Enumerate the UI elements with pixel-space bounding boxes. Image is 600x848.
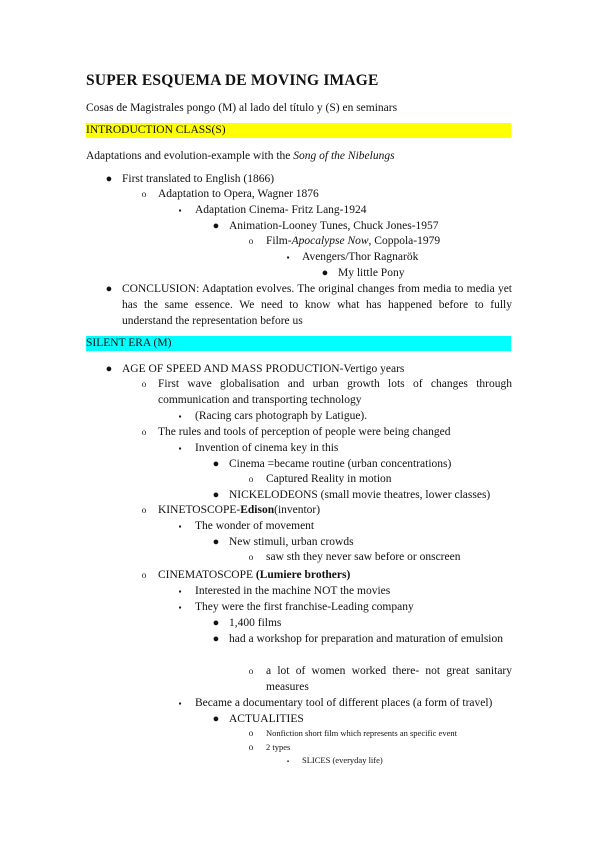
bullet-square-icon: ▪	[178, 522, 182, 531]
bullet-square-icon: ▪	[178, 587, 182, 596]
list-item-slices: SLICES (everyday life)	[302, 755, 383, 765]
list-item-conclusion: CONCLUSION: Adaptation evolves. The original changes from media to media yet has the same essence. We need to know what has happened before to fully understand the representation before us	[122, 283, 512, 327]
list-item-women: a lot of women worked there- not great sanitary measures	[266, 665, 512, 693]
list-item-invention: Invention of cinema key in this	[195, 442, 339, 454]
adaptations-song-title: Song of the Nibelungs	[293, 150, 395, 162]
list-item-first-wave: First wave globalisation and urban growth lots of changes through communication and transporting technology	[158, 378, 512, 406]
bullet-square-icon: ▪	[178, 603, 182, 612]
list-item-captured: Captured Reality in motion	[266, 473, 392, 485]
list-item-opera: Adaptation to Opera, Wagner 1876	[158, 188, 319, 200]
film-prefix: Film-	[266, 235, 292, 247]
bullet-circle-icon: o	[248, 552, 254, 562]
list-item-avengers: Avengers/Thor Ragnarök	[302, 251, 419, 263]
list-item-franchise: They were the first franchise-Leading company	[195, 601, 414, 613]
list-item-two-types: 2 types	[266, 742, 291, 752]
bullet-disc-icon: ●	[212, 489, 220, 501]
list-item-saw: saw sth they never saw before or onscreen	[266, 551, 461, 563]
adaptations-line	[86, 149, 395, 163]
list-item-pony: My little Pony	[338, 267, 405, 279]
list-item-age: AGE OF SPEED AND MASS PRODUCTION-Vertigo years	[122, 363, 405, 375]
bullet-disc-icon: ●	[212, 713, 220, 725]
list-item-nonfiction: Nonfiction short film which represents an specific event	[266, 728, 457, 738]
film-title: Apocalypse Now	[291, 235, 369, 247]
bullet-circle-icon: o	[141, 505, 147, 515]
bullet-disc-icon: ●	[105, 283, 113, 295]
bullet-disc-icon: ●	[212, 617, 220, 629]
cinematoscope-inventors: (Lumiere brothers)	[255, 569, 351, 581]
bullet-square-icon: ▪	[178, 412, 182, 421]
bullet-disc-icon: ●	[105, 173, 113, 185]
list-item-films: 1,400 films	[229, 617, 282, 629]
bullet-disc-icon: ●	[212, 220, 220, 232]
bullet-square-icon: ▪	[286, 253, 290, 262]
bullet-disc-icon: ●	[212, 633, 220, 645]
list-item-first-translated: First translated to English (1866)	[122, 173, 275, 185]
section-heading-silent-era-text: SILENT ERA (M)	[86, 337, 172, 349]
list-item-cinematoscope	[158, 568, 350, 582]
section-heading-silent-era	[86, 336, 511, 351]
bullet-disc-icon: ●	[105, 363, 113, 375]
list-item-cinema: Adaptation Cinema- Fritz Lang-1924	[195, 204, 367, 216]
list-item-actualities: ACTUALITIES	[229, 713, 304, 725]
kinetoscope-suffix: (inventor)	[274, 504, 321, 516]
kinetoscope-prefix: KINETOSCOPE-	[158, 504, 241, 516]
cinematoscope-prefix: CINEMATOSCOPE	[158, 569, 256, 581]
list-item-racing: (Racing cars photograph by Latigue).	[195, 410, 368, 422]
film-suffix: , Coppola-1979	[368, 235, 441, 247]
bullet-circle-icon: o	[248, 666, 254, 676]
list-item-wonder: The wonder of movement	[195, 520, 315, 532]
list-item-new-stimuli: New stimuli, urban crowds	[229, 536, 354, 548]
bullet-square-icon: ▪	[178, 699, 182, 708]
bullet-disc-icon: ●	[321, 267, 329, 279]
bullet-circle-icon: o	[248, 728, 254, 738]
list-item-workshop: had a workshop for preparation and maturation of emulsion	[229, 633, 504, 645]
list-item-rules: The rules and tools of perception of people were being changed	[158, 426, 451, 438]
page-title: SUPER ESQUEMA DE MOVING IMAGE	[86, 72, 379, 89]
bullet-circle-icon: o	[141, 379, 147, 389]
bullet-circle-icon: o	[141, 570, 147, 580]
kinetoscope-inventor: Edison	[240, 504, 275, 516]
list-item-film	[266, 234, 440, 248]
bullet-circle-icon: o	[248, 236, 254, 246]
bullet-circle-icon: o	[141, 427, 147, 437]
bullet-circle-icon: o	[141, 189, 147, 199]
bullet-circle-icon: o	[248, 474, 254, 484]
bullet-disc-icon: ●	[212, 458, 220, 470]
adaptations-prefix: Adaptations and evolution-example with the	[86, 150, 294, 162]
list-item-documentary: Became a documentary tool of different places (a form of travel)	[195, 697, 493, 709]
bullet-disc-icon: ●	[212, 536, 220, 548]
list-item-kinetoscope	[158, 503, 320, 517]
section-heading-introduction	[86, 123, 511, 138]
bullet-square-icon: ▪	[286, 759, 290, 765]
bullet-circle-icon: o	[248, 742, 254, 752]
section-heading-introduction-text: INTRODUCTION CLASS(S)	[86, 124, 226, 136]
list-item-nickelodeons: NICKELODEONS (small movie theatres, lower classes)	[229, 489, 491, 501]
list-item-cinema-routine: Cinema =became routine (urban concentrations)	[229, 458, 452, 470]
bullet-square-icon: ▪	[178, 206, 182, 215]
intro-note: Cosas de Magistrales pongo (M) al lado del título y (S) en seminars	[86, 102, 398, 114]
list-item-interested: Interested in the machine NOT the movies	[195, 585, 391, 597]
list-item-animation: Animation-Looney Tunes, Chuck Jones-1957	[229, 220, 439, 232]
bullet-square-icon: ▪	[178, 444, 182, 453]
